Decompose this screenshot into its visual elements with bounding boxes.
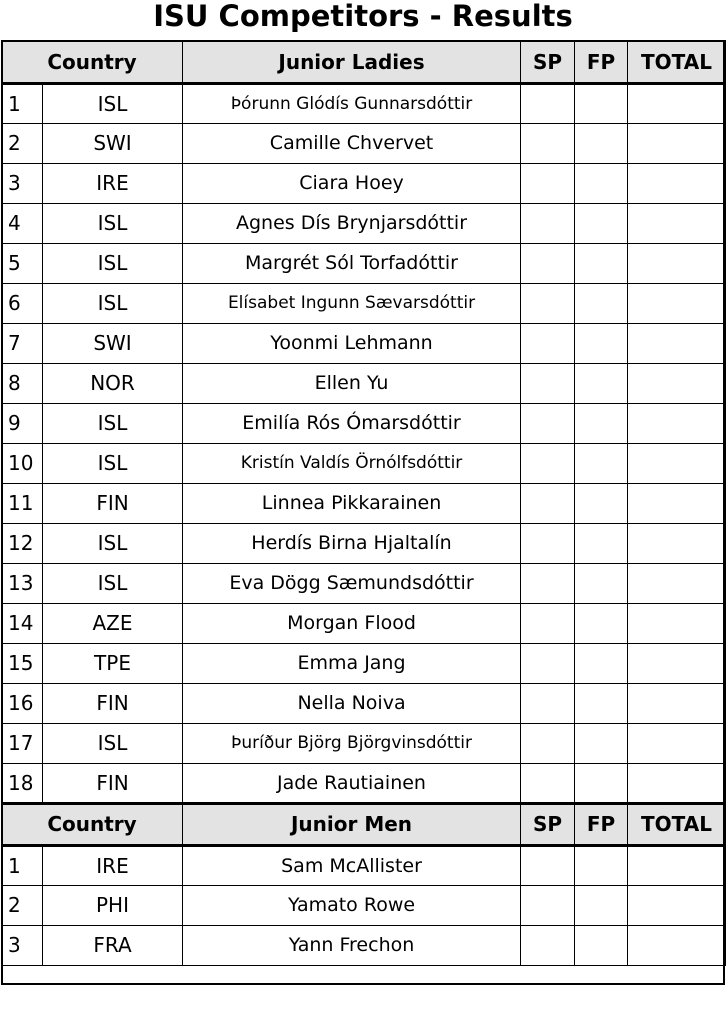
competitor-name: Nella Noiva	[183, 683, 521, 723]
results-table-frame	[1, 40, 725, 985]
header-fp: FP	[575, 803, 628, 845]
competitor-country: ISL	[43, 403, 183, 443]
competitor-country: ISL	[43, 723, 183, 763]
page-title: ISU Competitors - Results	[153, 0, 573, 33]
header-sp: SP	[521, 41, 575, 83]
competitor-number: 1	[2, 83, 43, 123]
competitor-country: SWI	[43, 323, 183, 363]
competitor-number: 7	[2, 323, 43, 363]
competitor-number: 15	[2, 643, 43, 683]
competitor-country: FIN	[43, 483, 183, 523]
competitor-country: TPE	[43, 643, 183, 683]
competitor-country: ISL	[43, 523, 183, 563]
header-total: TOTAL	[628, 803, 726, 845]
competitor-name: Elísabet Ingunn Sævarsdóttir	[183, 283, 521, 323]
competitor-name: Emilía Rós Ómarsdóttir	[183, 403, 521, 443]
competitor-number: 18	[2, 763, 43, 803]
competitor-number: 16	[2, 683, 43, 723]
header-country: Country	[2, 803, 183, 845]
competitor-country: ISL	[43, 443, 183, 483]
header-total: TOTAL	[628, 41, 726, 83]
competitor-name: Eva Dögg Sæmundsdóttir	[183, 563, 521, 603]
competitor-number: 8	[2, 363, 43, 403]
header-category: Junior Men	[183, 803, 521, 845]
competitor-country: FRA	[43, 925, 183, 965]
competitor-country: ISL	[43, 243, 183, 283]
competitor-number: 5	[2, 243, 43, 283]
competitor-country: FIN	[43, 683, 183, 723]
competitor-name: Margrét Sól Torfadóttir	[183, 243, 521, 283]
competitor-number: 3	[2, 163, 43, 203]
header-sp: SP	[521, 803, 575, 845]
competitor-name: Agnes Dís Brynjarsdóttir	[183, 203, 521, 243]
competitor-name: Camille Chvervet	[183, 123, 521, 163]
competitor-name: Yoonmi Lehmann	[183, 323, 521, 363]
competitor-number: 1	[2, 845, 43, 885]
header-fp: FP	[575, 41, 628, 83]
competitor-number: 6	[2, 283, 43, 323]
competitor-country: SWI	[43, 123, 183, 163]
competitor-country: ISL	[43, 203, 183, 243]
competitor-name: Ellen Yu	[183, 363, 521, 403]
competitor-name: Emma Jang	[183, 643, 521, 683]
competitor-name: Þórunn Glódís Gunnarsdóttir	[183, 83, 521, 123]
competitor-number: 9	[2, 403, 43, 443]
competitor-country: IRE	[43, 845, 183, 885]
competitor-country: FIN	[43, 763, 183, 803]
competitor-name: Þuríður Björg Björgvinsdóttir	[183, 723, 521, 763]
competitor-country: AZE	[43, 603, 183, 643]
header-category: Junior Ladies	[183, 41, 521, 83]
competitor-name: Linnea Pikkarainen	[183, 483, 521, 523]
competitor-country: IRE	[43, 163, 183, 203]
competitor-name: Herdís Birna Hjaltalín	[183, 523, 521, 563]
competitor-number: 14	[2, 603, 43, 643]
competitor-number: 11	[2, 483, 43, 523]
competitor-country: PHI	[43, 885, 183, 925]
competitor-number: 17	[2, 723, 43, 763]
competitor-name: Kristín Valdís Örnólfsdóttir	[183, 443, 521, 483]
header-country: Country	[2, 41, 183, 83]
competitor-name: Yann Frechon	[183, 925, 521, 965]
competitor-name: Jade Rautiainen	[183, 763, 521, 803]
competitor-number: 3	[2, 925, 43, 965]
competitor-country: ISL	[43, 283, 183, 323]
competitor-number: 10	[2, 443, 43, 483]
competitor-number: 4	[2, 203, 43, 243]
competitor-number: 2	[2, 123, 43, 163]
competitor-country: ISL	[43, 563, 183, 603]
competitor-name: Morgan Flood	[183, 603, 521, 643]
competitor-name: Ciara Hoey	[183, 163, 521, 203]
competitor-number: 2	[2, 885, 43, 925]
competitor-number: 13	[2, 563, 43, 603]
competitor-country: ISL	[43, 83, 183, 123]
competitor-name: Yamato Rowe	[183, 885, 521, 925]
competitor-name: Sam McAllister	[183, 845, 521, 885]
competitor-country: NOR	[43, 363, 183, 403]
competitor-number: 12	[2, 523, 43, 563]
